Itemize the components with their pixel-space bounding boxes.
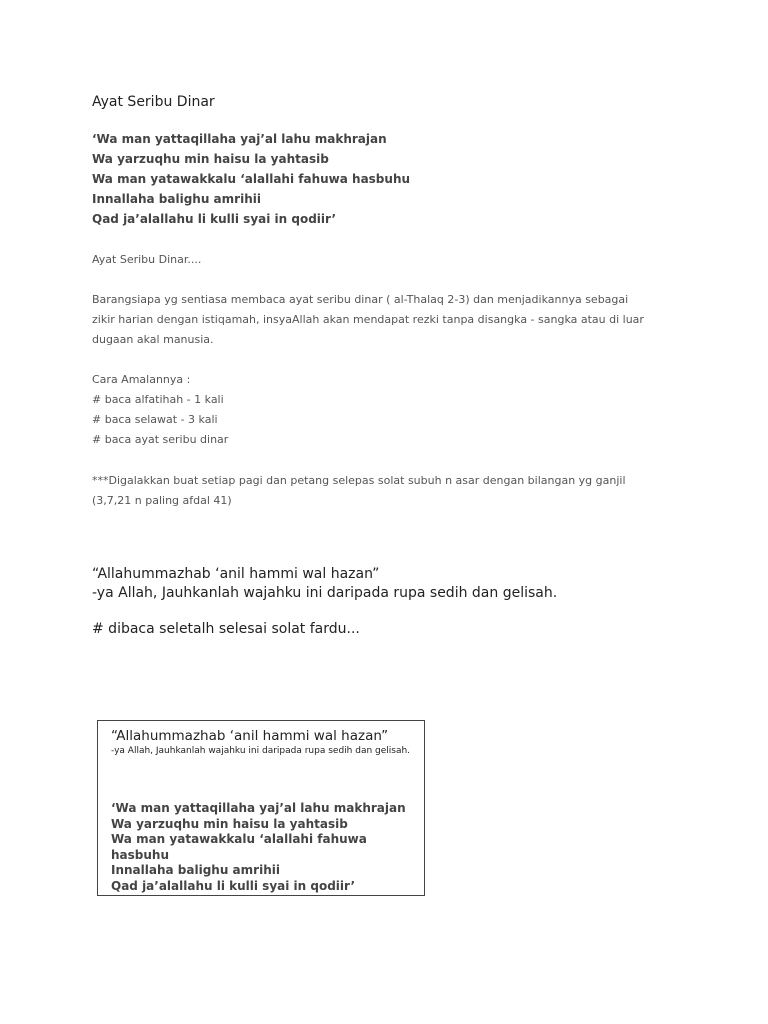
doa-instruction: # dibaca seletalh selesai solat fardu... <box>92 621 360 637</box>
verse-line: ‘Wa man yattaqillaha yaj’al lahu makhrajan <box>92 132 387 146</box>
paragraph-line: Barangsiapa yg sentiasa membaca ayat seribu dinar ( al-Thalaq 2-3) dan menjadikannya sebagai <box>92 293 629 306</box>
practice-step: # baca alfatihah - 1 kali <box>92 393 224 406</box>
paragraph-line: zikir harian dengan istiqamah, insyaAllah akan mendapat rezki tanpa disangka - sangka atau di luar <box>92 313 644 326</box>
subtitle: Ayat Seribu Dinar.... <box>92 253 202 266</box>
intro-paragraph <box>92 290 644 350</box>
note <box>92 471 626 511</box>
verse-block <box>92 129 410 229</box>
doa-translation: -ya Allah, Jauhkanlah wajahku ini daripada rupa sedih dan gelisah. <box>92 585 558 601</box>
box-verse-line: Innallaha balighu amrihii <box>111 863 280 877</box>
practice-step: # baca selawat - 3 kali <box>92 413 218 426</box>
practice-list <box>92 370 228 450</box>
verse-line: Wa yarzuqhu min haisu la yahtasib <box>92 152 329 166</box>
box-verse-line: Wa yarzuqhu min haisu la yahtasib <box>111 816 348 831</box>
document-title: Ayat Seribu Dinar <box>92 94 215 110</box>
box-verse <box>111 801 406 894</box>
practice-step: # baca ayat seribu dinar <box>92 433 229 446</box>
paragraph-line: dugaan akal manusia. <box>92 333 214 346</box>
box-verse-line: Qad ja’alallahu li kulli syai in qodiir’ <box>111 878 355 893</box>
box-verse-line: ‘Wa man yattaqillaha yaj’al lahu makhrajan <box>111 801 406 815</box>
practice-heading: Cara Amalannya : <box>92 373 191 386</box>
note-line: (3,7,21 n paling afdal 41) <box>92 494 232 507</box>
box-verse-line: Wa man yatawakkalu ‘alallahi fahuwa <box>111 832 367 846</box>
verse-line: Wa man yatawakkalu ‘alallahi fahuwa hasbuhu <box>92 172 411 186</box>
note-line: ***Digalakkan buat setiap pagi dan petang selepas solat subuh n asar dengan bilangan yg ganjil <box>92 474 626 487</box>
box-translation: -ya Allah, Jauhkanlah wajahku ini daripada rupa sedih dan gelisah. <box>111 746 411 756</box>
doa-quote: “Allahummazhab ‘anil hammi wal hazan” <box>92 566 380 582</box>
verse-line: Qad ja’alallahu li kulli syai in qodiir’ <box>92 212 336 226</box>
box-quote: “Allahummazhab ‘anil hammi wal hazan” <box>111 728 389 744</box>
verse-line: Innallaha balighu amrihii <box>92 192 261 206</box>
summary-box <box>97 720 425 896</box>
box-verse-line: hasbuhu <box>111 847 170 862</box>
